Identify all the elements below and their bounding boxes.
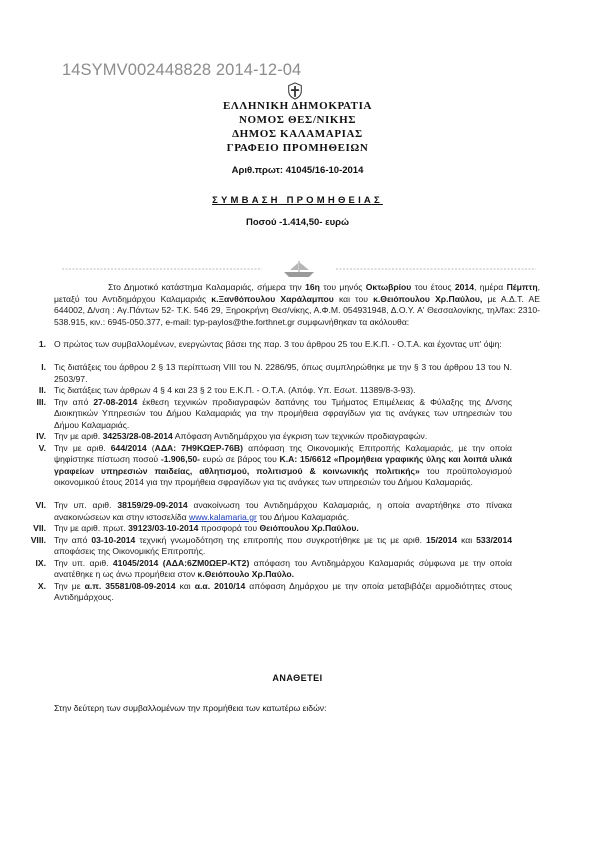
contract-clause [26, 362, 540, 384]
text-run: Την με αριθ. [54, 431, 103, 441]
header-municipality: ΔΗΜΟΣ ΚΑΛΑΜΑΡΙΑΣ [232, 128, 363, 140]
contract-amount: Ποσού -1.414,50- ευρώ [245, 217, 350, 228]
text-run: απόφαση του Αντιδημάρχου Καλαμαριάς σύμφωνα με την οποία ανατέθηκε η ως άνω προμήθεια στον [54, 557, 512, 579]
assigns-heading: ΑΝΑΘΕΤΕΙ [272, 673, 323, 683]
clause-text [54, 500, 512, 523]
emphasis-text: Οκτωβρίου [365, 282, 412, 292]
ship-icon [284, 261, 314, 277]
header-republic: ΕΛΛΗΝΙΚΗ ΔΗΜΟΚΡΑΤΙΑ [222, 100, 373, 112]
contract-clause [26, 500, 540, 522]
text-run: Απόφαση Αντιδημάρχου για έγκριση των τεχνικών προδιαγραφών. [172, 431, 428, 441]
text-run: και [175, 580, 195, 591]
emphasis-text: -1.906,50- [160, 454, 201, 464]
clause-number: 1. [38, 339, 46, 349]
emphasis-text: 644/2014 [110, 442, 147, 453]
emphasis-text: κ.Ξανθόπουλου Χαράλαμπου [211, 293, 334, 304]
text-run: του μηνός [319, 282, 366, 292]
contract-clause [26, 442, 540, 487]
clause-number: III. [36, 396, 46, 407]
emphasis-text: 27-08-2014 [93, 396, 138, 407]
text-run: Την με αριθ. πρωτ. [54, 523, 129, 533]
closing-paragraph: Στην δεύτερη των συμβαλλομένων την προμήθεια των κατωτέρω ειδών: [54, 703, 327, 713]
text-run: Την υπ. αριθ. [54, 557, 113, 568]
text-run: Τις διατάξεις του άρθρου 2 § 13 περίπτωση VIII του Ν. 2286/95, όπως συμπληρώθηκε με την § 3 του άρθρου 13 του Ν. 2503/97. [54, 362, 512, 384]
protocol-number: Αριθ.πρωτ: 41045/16-10-2014 [231, 165, 364, 176]
clause-number: VI. [35, 500, 46, 510]
text-run: του Δήμου Καλαμαριάς. [256, 511, 350, 522]
emphasis-text: 03-10-2014 [91, 534, 136, 545]
text-run: με Α.Δ.Τ. ΑΕ 644002, Δ/νση : Αγ.Πάντων 52- Τ.Κ. 546 29, Ξηροκρήνη Θεσ/νίκης, Α.Φ.Μ. 054931948, Δ.Ο.Υ. Α' Θεσσαλονίκης, τηλ/fax: 2310-538.915, κιν.: 6945-050.377, e-mail: typ-paylos@the.forthnet.gr συμφωνήθηκαν τα ακόλουθα: [54, 293, 540, 327]
text-run: τεχνική γνωμοδότηση της επιτροπής που συγκροτήθηκε με τις με αριθ. [135, 534, 427, 545]
text-run: Την από [54, 396, 94, 407]
contract-clause [26, 580, 540, 602]
clause-number: X. [37, 580, 46, 591]
clause-text [54, 581, 512, 604]
header-prefecture: ΝΟΜΟΣ ΘΕΣ/ΝΙΚΗΣ [238, 114, 357, 126]
clause-text [54, 397, 512, 432]
clause-text [54, 558, 512, 581]
emphasis-text: α.π. 35581/08-09-2014 [84, 580, 176, 591]
greek-republic-emblem-icon [286, 82, 304, 100]
emphasis-text: 2014 [454, 282, 475, 292]
text-run: του έτους [411, 282, 455, 292]
emphasis-text: 39123/03-10-2014 [128, 523, 199, 533]
text-run: Την με [54, 580, 85, 591]
website-link[interactable]: www.kalamaria.gr [189, 511, 257, 522]
clause-number: VII. [33, 523, 46, 533]
text-run: Την με αριθ. [54, 442, 111, 453]
clause-text [54, 523, 512, 535]
text-run: του προϋπολογισμού οικονομικού έτους 2014 για την προμήθεια σφραγίδων για τις ανάγκες των υπηρεσιών του Δήμου Καλαμαριάς. [54, 465, 513, 487]
clause-number: I. [41, 362, 46, 372]
clause-text [54, 362, 512, 385]
emphasis-text: 533/2014 [476, 534, 512, 545]
clause-number: II. [38, 385, 46, 395]
contract-clause [26, 396, 540, 430]
emphasis-text: Θειόπουλου Χρ.Παύλου. [259, 523, 359, 533]
text-run: αποφάσεις της Οικονομικής Επιτροπής. [54, 546, 206, 556]
text-run: ( [146, 442, 155, 453]
contract-preamble [54, 282, 540, 328]
clause-text [54, 535, 512, 558]
document-id-watermark: 14SYMV002448828 2014-12-04 [62, 61, 302, 79]
emphasis-text: Πέμπτη [506, 282, 538, 292]
text-run: Τις διατάξεις των άρθρων 4 § 4 και 23 § 2 του Ε.Κ.Π. - Ο.Τ.Α. (Απόφ. Υπ. Εσωτ. 11389/8-3-93). [54, 385, 416, 395]
clause-text [54, 339, 512, 351]
text-run: απόφαση Δημάρχου με την οποία μεταβιβάζει αρμοδιότητες στους Αντιδημάρχους. [54, 580, 512, 602]
emphasis-text: 41045/2014 (ΑΔΑ:6ΖΜ0ΩΕΡ-ΚΤ2) [112, 557, 250, 568]
text-run: ανακοίνωση του Αντιδημάρχου Καλαμαριάς, η οποία αναρτήθηκε στο πίνακα ανακοινώσεων και στην ιστοσελίδα [54, 500, 512, 522]
clause-text [54, 385, 512, 397]
emphasis-text: α.α. 2010/14 [194, 580, 246, 591]
clause-number: V. [38, 442, 46, 453]
clause-text [54, 443, 512, 489]
contract-clause [26, 557, 540, 579]
text-run: και του [333, 293, 374, 304]
contract-clause [26, 534, 540, 556]
text-run: Την από [54, 534, 92, 545]
emphasis-text: κ.Θειόπουλο Χρ.Παύλο. [197, 569, 295, 579]
contract-clause [26, 385, 540, 397]
text-run: απόφαση της Οικονομικής Επιτροπής Καλαμαριάς, με την οποία ψηφίστηκε πίστωση ποσού [54, 442, 512, 464]
contract-clause [26, 339, 540, 351]
contract-clause [26, 431, 540, 443]
text-run: , μεταξύ του Αντιδημάρχου Καλαμαριάς [54, 282, 540, 304]
text-run: Την υπ. αριθ. [54, 500, 118, 510]
emphasis-text: ΑΔΑ: 7Η9ΚΩΕΡ-76Β) [154, 442, 243, 453]
header-office: ΓΡΑΦΕΙΟ ΠΡΟΜΗΘΕΙΩΝ [226, 142, 369, 154]
text-run: , ημέρα [474, 282, 507, 292]
ornamental-divider [62, 258, 536, 280]
clause-number: IV. [36, 431, 46, 441]
emphasis-text: 16η [305, 282, 320, 292]
clause-number: IX. [35, 557, 46, 568]
emphasis-text: 38159/29-09-2014 [117, 500, 188, 510]
clause-text [54, 431, 512, 443]
emphasis-text: 15/2014 [426, 534, 458, 545]
text-run: ευρώ σε βάρος του [200, 454, 280, 464]
text-run: προσφορά του [198, 523, 260, 533]
emphasis-text: Κ.Α: 15/6612 «Προμήθεια γραφικής ύλης και λοιπά υλικά γραφείων υπηρεσιών παιδείας, αθλητισμού, πολιτισμού & κοινωνικής πολιτικής» [54, 454, 512, 476]
text-run: Ο πρώτος των συμβαλλομένων, ενεργώντας βάσει της παρ. 3 του άρθρου 25 του Ε.Κ.Π. - Ο.Τ.Α. και έχοντας υπ' όψη: [54, 339, 502, 349]
emphasis-text: 34253/28-08-2014 [102, 431, 173, 441]
contract-clause [26, 523, 540, 535]
text-run: Στο Δημοτικό κατάστημα Καλαμαριάς, σήμερα την [108, 282, 306, 292]
text-run: και [457, 534, 477, 545]
contract-title: ΣΥΜΒΑΣΗ ΠΡΟΜΗΘΕΙΑΣ [212, 195, 383, 206]
clause-number: VIII. [30, 534, 46, 545]
text-run: έκθεση τεχνικών προδιαγραφών δαπάνης του Τμήματος Επιμέλειας & Φύλαξης της Δ/νσης Διοικητικών Υπηρεσιών του Δήμου Καλαμαριάς για την προμήθεια σφραγίδων για τις ανάγκες των υπηρεσιών του Δήμου Καλαμαριάς. [54, 396, 512, 430]
emphasis-text: κ.Θειόπουλου Χρ.Παύλου, [373, 293, 483, 304]
